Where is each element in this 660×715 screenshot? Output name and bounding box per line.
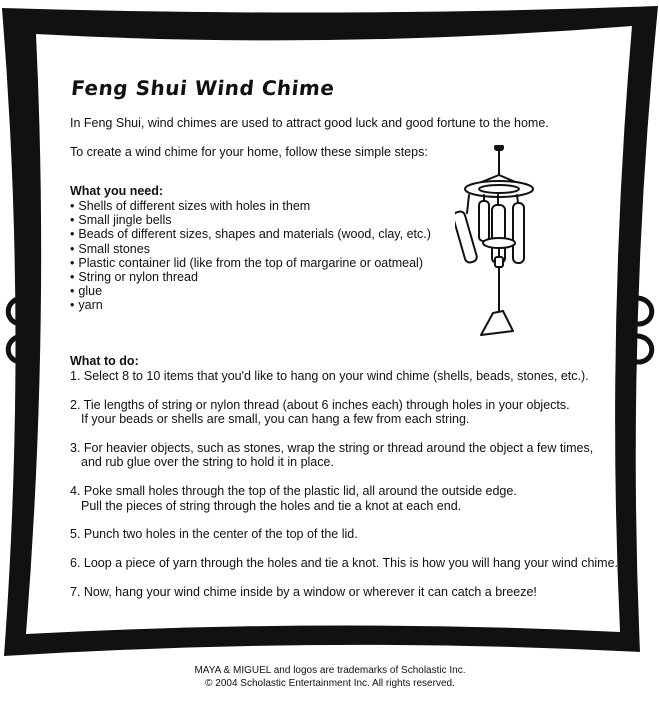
steps-list <box>70 369 618 599</box>
list-item: 4. Poke small holes through the top of the plastic lid, all around the outside edge. Pull the pieces of string through the holes and tie a knot at each end. <box>70 484 517 513</box>
list-item: • Small jingle bells <box>70 213 431 227</box>
right-swirl-icon <box>627 298 652 364</box>
needs-list <box>70 199 431 313</box>
list-item: • String or nylon thread <box>70 270 431 284</box>
steps-heading: What to do: <box>70 354 139 368</box>
list-item: • Shells of different sizes with holes in them <box>70 199 431 213</box>
list-item: • Plastic container lid (like from the top of margarine or oatmeal) <box>70 256 431 270</box>
intro-text: In Feng Shui, wind chimes are used to attract good luck and good fortune to the home. <box>70 116 549 130</box>
needs-section <box>70 184 431 313</box>
list-item: • Beads of different sizes, shapes and materials (wood, clay, etc.) <box>70 227 431 241</box>
list-item: • yarn <box>70 298 431 312</box>
lead-text: To create a wind chime for your home, follow these simple steps: <box>70 145 428 159</box>
footer <box>0 664 660 690</box>
list-item: 1. Select 8 to 10 items that you'd like to hang on your wind chime (shells, beads, stones, etc.). <box>70 369 589 383</box>
list-item: • Small stones <box>70 242 431 256</box>
list-item: 2. Tie lengths of string or nylon thread (about 6 inches each) through holes in your objects. If your beads or shells are small, you can hang a few from each string. <box>70 397 570 427</box>
wind-chime-illustration <box>455 145 545 340</box>
copyright-notice: © 2004 Scholastic Entertainment Inc. All rights reserved. <box>205 678 455 689</box>
trademark-notice: MAYA & MIGUEL and logos are trademarks of Scholastic Inc. <box>194 665 466 676</box>
page-title: Feng Shui Wind Chime <box>70 76 336 100</box>
list-item: 6. Loop a piece of yarn through the holes and tie a knot. This is how you will hang your wind chime. <box>70 555 619 570</box>
steps-section <box>70 354 618 613</box>
list-item: • glue <box>70 284 431 298</box>
list-item: 3. For heavier objects, such as stones, wrap the string or thread around the object a few times, and rub glue over the string to hold it in place. <box>70 440 594 470</box>
list-item: 7. Now, hang your wind chime inside by a window or wherever it can catch a breeze! <box>70 584 537 599</box>
list-item: 5. Punch two holes in the center of the top of the lid. <box>70 527 358 542</box>
needs-heading: What you need: <box>70 184 164 198</box>
